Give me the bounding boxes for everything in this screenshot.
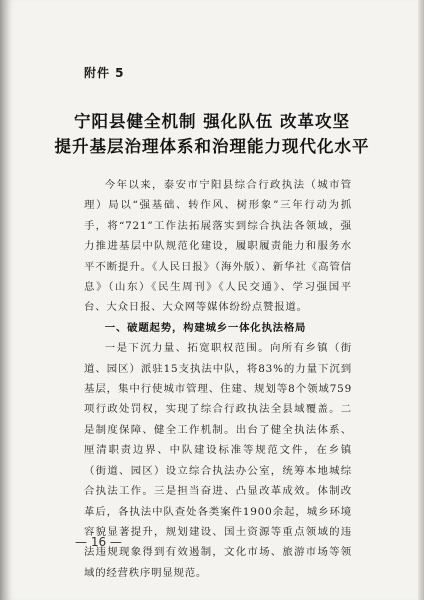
intro-paragraph: 今年以来，泰安市宁阳县综合行政执法（城市管理）局以“强基础、转作风、树形象”三年行动为抓手，将“721”工作法拓展落实到综合执法各领域，强力推进基层中队规范化建设，履职履责能力和服务水平不断提升。《人民日报》（海外版）、新华社《高管信息》（山东）《民生周刊》《人民交通》、学习强国平台、大众日报、大众网等媒体纷纷点赞报道。 bbox=[84, 179, 352, 314]
document-title-line-2: 提升基层治理体系和治理能力现代化水平 bbox=[54, 137, 370, 156]
section-heading: 一、破题起势，构建城乡一体化执法格局 bbox=[104, 321, 307, 334]
attachment-label: 附件 5 bbox=[84, 66, 125, 80]
page-edge bbox=[418, 0, 424, 600]
page-number: — 16 — bbox=[75, 535, 122, 549]
document-body bbox=[84, 175, 352, 583]
body-paragraph: 一是下沉力量、拓宽职权范围。向所有乡镇（街道、园区）派驻15支执法中队，将83%的力量下沉到基层，集中行使城市管理、住建、规划等8个领域759项行政处罚权，实现了综合行政执法全县域覆盖。二是制度保障、健全工作机制。出台了健全执法体系、厘清职责边界、中队建设标准等规范文件，在乡镇（街道、园区）设立综合执法办公室，统筹本地城综合执法工作。三是担当奋进、凸显改革成效。体制改革后，各执法中队查处各类案件1900余起，城乡环境容貌显著提升，规划建设、国土资源等重点领域的违法违规现象得到有效遏制，文化市场、旅游市场等领域的经营秩序明显规范。 bbox=[84, 342, 352, 579]
document-title-line-1: 宁阳县健全机制 强化队伍 改革攻坚 bbox=[74, 112, 350, 131]
